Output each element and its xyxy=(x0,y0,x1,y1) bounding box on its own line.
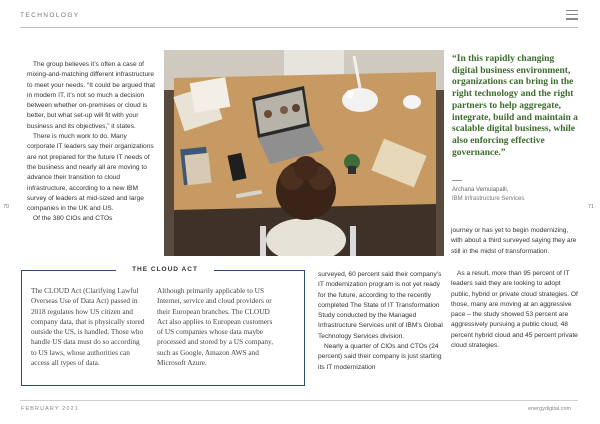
paragraph: journey or has yet to begin modernizing, with about a third surveyed saying they are still in the midst of transformation. xyxy=(451,227,577,255)
article-column-3 xyxy=(318,270,446,373)
quote-author: Archana Vemulapalli, xyxy=(452,187,509,193)
paragraph: The group believes it’s often a case of mixing-and-matching different infrastructure to meet your needs. “It could be argued that in modern IT, it’s not so much a decision between whether on-premises or cloud is better, but what set-up will fit with your business and its objectives,” it states. xyxy=(27,61,155,130)
paragraph: surveyed, 60 percent said their company’s IT modernization program is not yet ready for the future, according to the recently completed The State of IT Transformation Study conducted by the Managed Infrastructure Services unit of IBM’s Global Technology Services division. xyxy=(318,271,443,340)
article-column-right-top xyxy=(451,226,579,257)
quote-divider xyxy=(452,180,462,181)
pull-quote: “In this rapidly changing digital business environment, organizations can bring in the right technology and the right partners to help aggregate, integrate, build and maintain a scalable digital business, while also enforcing effective governance.” xyxy=(452,54,578,158)
paragraph: As a result, more than 95 percent of IT leaders said they are looking to adopt public, hybrid or private cloud strategies. Of those, many are moving at an aggressive pace – the study showed 53 percent are aggressively pursuing a public cloud, 48 percent hybrid cloud and 45 percent private cloud strategies. xyxy=(451,270,578,350)
page-number-right: 71 xyxy=(588,204,595,210)
header-divider xyxy=(20,27,578,28)
cloud-act-text-1: The CLOUD Act (Clarifying Lawful Overseas Use of Data Act) passed in 2018 regulates how US citizen and company data, that is physically stored outside the US, is handled. Those who handle US data must do so according to US laws, whose authorities can access all types of data. xyxy=(31,286,145,368)
cloud-act-title: THE CLOUD ACT xyxy=(116,266,214,273)
paragraph: Nearly a quarter of CIOs and CTOs (24 percent) said their company is just starting its IT modernization xyxy=(318,343,442,371)
quote-role: IBM Infrastructure Services xyxy=(452,196,525,202)
paragraph: There is much work to do. Many corporate IT leaders say their organizations are not prepared for the future IT needs of the business and nearly all are moving to advance their transition to cloud infrastructure, according to a new IBM survey of leaders at mid-sized and large companies in the UK and US. xyxy=(27,133,154,213)
page-number-left: 70 xyxy=(3,204,10,210)
cloud-act-text-2: Although primarily applicable to US Internet, service and cloud providers or their European branches. The CLOUD Act also applies to European customers of US companies whose data maybe processed and stored by a US company, such as Google, Amazon AWS and Microsoft Azure. xyxy=(157,286,274,368)
article-column-4 xyxy=(451,269,579,351)
hamburger-menu-icon[interactable] xyxy=(566,10,578,20)
woman-at-desk-video-call-photo xyxy=(164,50,444,256)
paragraph: Of the 380 CIOs and CTOs xyxy=(33,215,113,223)
section-label: TECHNOLOGY xyxy=(20,12,80,19)
article-column-1 xyxy=(27,60,155,225)
footer-divider xyxy=(20,400,578,401)
website-link[interactable]: energydigital.com xyxy=(528,406,572,412)
issue-date: FEBRUARY 2021 xyxy=(21,406,79,412)
